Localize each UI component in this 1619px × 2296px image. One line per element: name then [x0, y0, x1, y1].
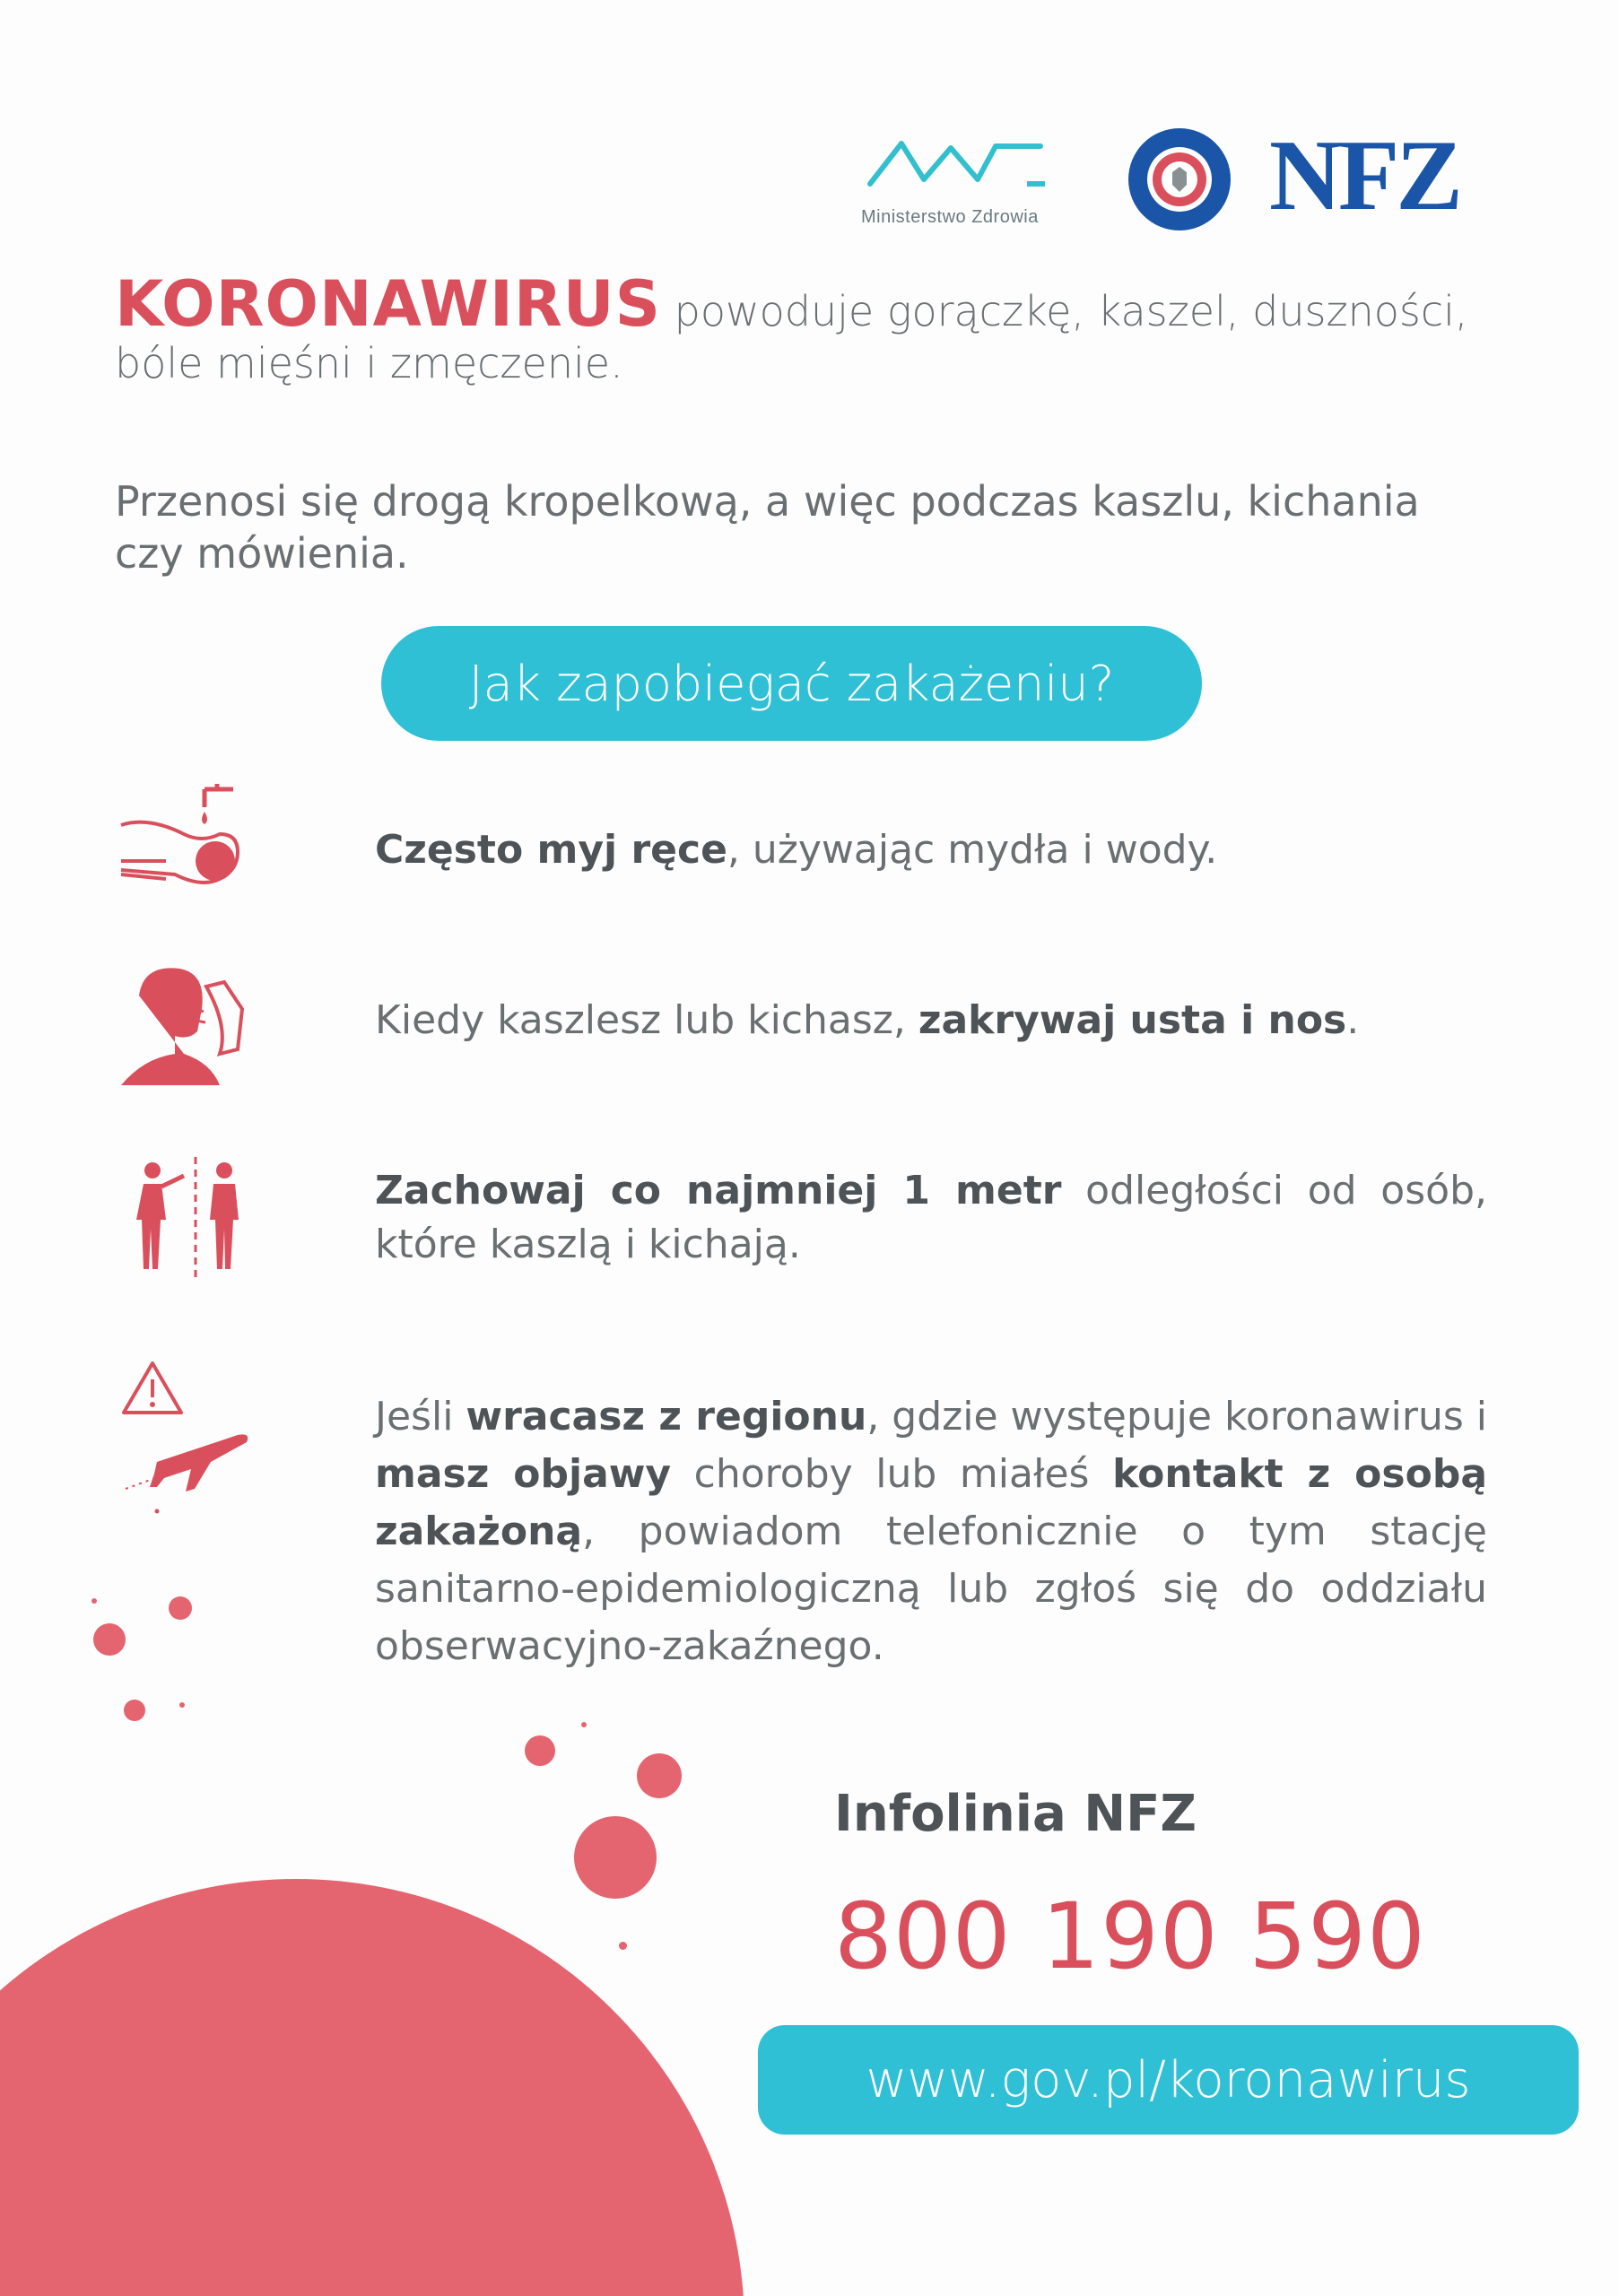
sanitary-inspection-seal: [1126, 126, 1233, 233]
symptoms-paragraph: [115, 267, 1496, 389]
cough-cover-icon: [121, 960, 256, 1094]
tip-4-bold-2: masz objawy: [375, 1451, 672, 1497]
tip-4-bold-1: wracasz z regionu: [466, 1394, 867, 1439]
droplet-dot: [619, 1942, 627, 1950]
droplet-dot: [169, 1596, 192, 1620]
droplet-dot: [124, 1700, 145, 1721]
prevention-heading: Jak zapobiegać zakażeniu?: [381, 626, 1202, 741]
tip-2-text: Kiedy kaszlesz lub kichasz,: [375, 997, 918, 1043]
droplet-dot: [581, 1722, 587, 1727]
symptoms-text: powoduje gorączkę, kaszel, duszności, bóle mięśni i zmęczenie.: [115, 287, 1468, 387]
travel-warning-icon: [117, 1354, 260, 1534]
tip-2-end: .: [1346, 997, 1360, 1043]
tip-4-part-1: Jeśli: [375, 1394, 466, 1439]
droplet-dot: [525, 1735, 555, 1766]
tip-1-text: , używając mydła i wody.: [727, 827, 1218, 873]
infoline-label: Infolinia NFZ: [834, 1785, 1197, 1843]
ministry-label: Ministerstwo Zdrowia: [861, 207, 1039, 227]
tip-travel-warning: [375, 1388, 1487, 1675]
decorative-circle: [0, 1879, 744, 2296]
tip-distance: [375, 1164, 1487, 1272]
nfz-logo: NFZ: [1269, 120, 1459, 231]
tip-4-bold-3: kontakt z osobą zakażoną: [375, 1451, 1488, 1554]
tip-3-bold: Zachowaj co najmniej 1 metr: [375, 1168, 1062, 1213]
tip-4-part-2: , gdzie występuje koronawirus i: [866, 1394, 1487, 1439]
droplet-dot: [91, 1598, 97, 1604]
droplet-dot: [574, 1816, 657, 1899]
tip-4-part-4: , powiadom telefonicznie o tym stację sanitarno-epidemiologiczną lub zgłoś się do oddziału obserwacyjno-zakaźnego.: [375, 1509, 1487, 1669]
website-link[interactable]: www.gov.pl/koronawirus: [758, 2025, 1579, 2135]
tip-2-bold: zakrywaj usta i nos: [918, 997, 1347, 1043]
droplet-dot: [93, 1623, 126, 1656]
tip-3-text: odległości od osób, które kaszlą i kichają.: [375, 1168, 1487, 1267]
droplet-dot: [179, 1702, 185, 1708]
droplet-dot: [637, 1753, 682, 1798]
transmission-paragraph: Przenosi się drogą kropelkową, a więc podczas kaszlu, kichania czy mówienia.: [115, 477, 1420, 578]
distance-icon: [126, 1152, 260, 1287]
infoline-phone-number[interactable]: 800 190 590: [834, 1883, 1426, 1990]
pis-seal-icon: [1126, 126, 1233, 233]
page-title: KORONAWIRUS: [115, 267, 662, 341]
hand-washing-icon: [117, 771, 251, 906]
tip-cover-mouth: [375, 994, 1487, 1048]
ministry-of-health-logo: [861, 130, 1085, 242]
tip-4-part-3: choroby lub miałeś: [671, 1451, 1113, 1497]
tip-1-bold: Często myj ręce: [375, 827, 727, 873]
tip-hand-washing: [375, 823, 1487, 877]
ministry-logo-icon: [861, 130, 1049, 202]
